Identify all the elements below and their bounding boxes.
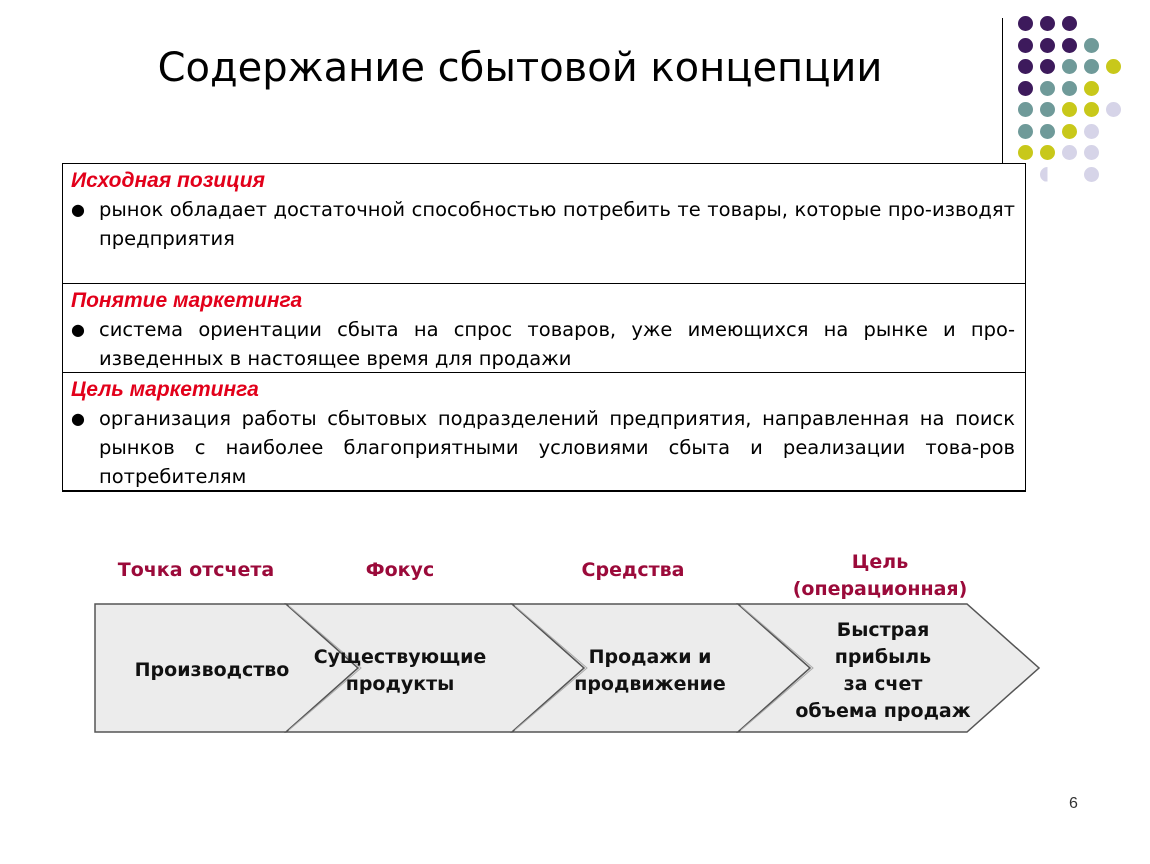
section-marketing-concept xyxy=(62,283,1026,372)
decorative-dot xyxy=(1062,81,1077,96)
slide-title: Содержание сбытовой концепции xyxy=(157,45,883,91)
decorative-dot xyxy=(1084,102,1099,117)
decorative-dot xyxy=(1106,59,1121,74)
bullet-text: рынок обладает достаточной способностью потребить те товары, которые про-изводят предприятия xyxy=(99,198,1015,250)
decorative-dot xyxy=(1084,124,1099,139)
decorative-dot xyxy=(1018,124,1033,139)
flow-label-goal: Цель (операционная) xyxy=(792,551,968,600)
decorative-dot xyxy=(1018,16,1033,31)
section-bullet xyxy=(71,404,1015,491)
decorative-dot xyxy=(1062,59,1077,74)
divider-line xyxy=(1002,18,1003,164)
decorative-dot xyxy=(1106,102,1121,117)
decorative-dot xyxy=(1040,38,1055,53)
bullet-icon: ● xyxy=(71,409,85,428)
section-marketing-goal xyxy=(62,372,1026,492)
decorative-dot-grid xyxy=(1018,16,1138,184)
decorative-dot xyxy=(1040,81,1055,96)
decorative-dot xyxy=(1062,16,1077,31)
bullet-text: организация работы сбытовых подразделений предприятия, направленная на поиск рынков с наиболее благоприятными условиями сбыта и реализации това-ров потребителям xyxy=(99,407,1015,488)
decorative-dot xyxy=(1062,38,1077,53)
decorative-dot xyxy=(1040,16,1055,31)
decorative-dot xyxy=(1084,145,1099,160)
decorative-dot xyxy=(1084,38,1099,53)
flow-label-focus: Фокус xyxy=(365,559,435,581)
decorative-dot xyxy=(1062,124,1077,139)
decorative-dot xyxy=(1084,167,1099,182)
decorative-dot xyxy=(1018,102,1033,117)
bullet-icon: ● xyxy=(71,200,85,219)
decorative-dot xyxy=(1040,59,1055,74)
page-number: 6 xyxy=(1069,795,1078,812)
decorative-dot xyxy=(1040,102,1055,117)
section-heading: Исходная позиция xyxy=(71,169,265,192)
flow-label-starting-point: Точка отсчета xyxy=(117,559,275,581)
bullet-icon: ● xyxy=(71,320,85,339)
decorative-dot xyxy=(1018,145,1033,160)
decorative-dot xyxy=(1040,167,1055,182)
decorative-dot xyxy=(1018,59,1033,74)
section-initial-position xyxy=(62,163,1026,283)
decorative-dot xyxy=(1062,145,1077,160)
flow-stage-sales-promotion: Продажи и продвижение xyxy=(574,646,726,695)
decorative-dot xyxy=(1084,59,1099,74)
flow-stage-quick-profit: Быстрая прибыль за счет объема продаж xyxy=(795,619,971,722)
section-bullet xyxy=(71,195,1015,253)
flow-stage-existing-products: Существующие продукты xyxy=(313,646,487,695)
flow-stage-production: Производство xyxy=(134,659,290,681)
decorative-dot xyxy=(1018,38,1033,53)
section-heading: Цель маркетинга xyxy=(71,378,259,401)
flow-label-means: Средства xyxy=(581,559,685,581)
decorative-dot xyxy=(1084,81,1099,96)
bullet-text: система ориентации сбыта на спрос товаров, уже имеющихся на рынке и про-изведенных в настоящее время для продажи xyxy=(99,318,1015,370)
section-bullet xyxy=(71,315,1015,373)
decorative-dot xyxy=(1018,81,1033,96)
decorative-dot xyxy=(1040,124,1055,139)
decorative-dot xyxy=(1062,102,1077,117)
section-heading: Понятие маркетинга xyxy=(71,289,303,312)
decorative-dot xyxy=(1040,145,1055,160)
